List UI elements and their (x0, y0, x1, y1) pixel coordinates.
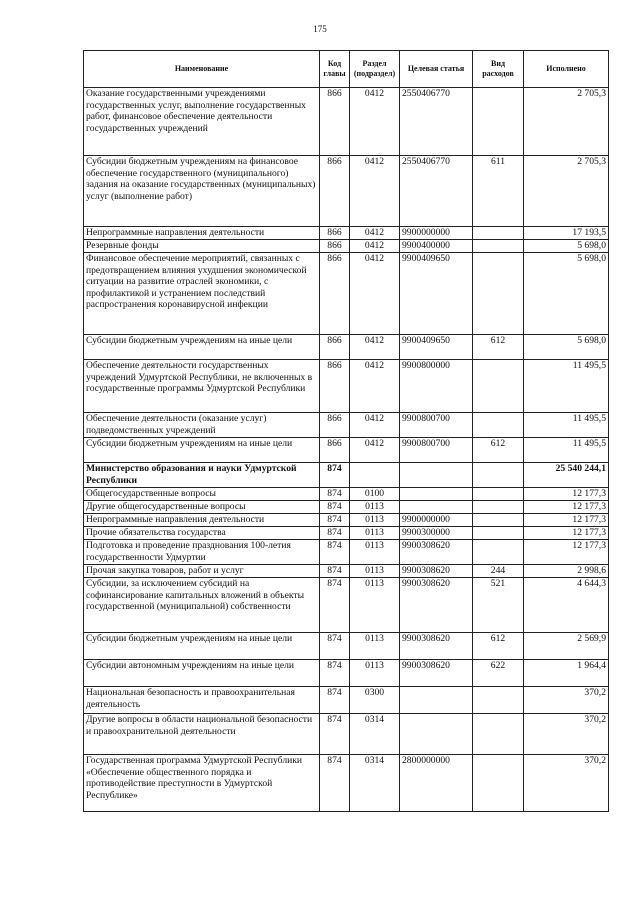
cell-code: 866 (320, 156, 350, 227)
cell-code: 866 (320, 360, 350, 413)
cell-section: 0113 (350, 578, 400, 633)
cell-executed: 12 177,3 (524, 488, 609, 501)
cell-code: 874 (320, 488, 350, 501)
cell-target: 9900800700 (400, 413, 473, 438)
cell-name: Министерство образования и науки Удмуртской Республики (84, 463, 320, 488)
table-row (84, 335, 609, 360)
cell-expense-type (473, 227, 524, 240)
table-row (84, 514, 609, 527)
cell-executed: 5 698,0 (524, 253, 609, 335)
cell-name: Обеспечение деятельности государственных учреждений Удмуртской Республики, не включенных в государственные программы Удмуртской Республики (84, 360, 320, 413)
header-target: Целевая статья (400, 51, 473, 88)
header-executed: Исполнено (524, 51, 609, 88)
table-row (84, 755, 609, 812)
table-row (84, 578, 609, 633)
cell-section: 0412 (350, 413, 400, 438)
cell-expense-type (473, 413, 524, 438)
cell-expense-type (473, 514, 524, 527)
cell-target (400, 501, 473, 514)
cell-name: Подготовка и проведение празднования 100-летия государственности Удмуртии (84, 540, 320, 565)
cell-target: 9900308620 (400, 660, 473, 687)
table-row (84, 660, 609, 687)
cell-executed: 12 177,3 (524, 527, 609, 540)
cell-code: 874 (320, 714, 350, 755)
cell-section: 0412 (350, 335, 400, 360)
table-row (84, 360, 609, 413)
cell-executed: 11 495,5 (524, 413, 609, 438)
cell-section: 0314 (350, 755, 400, 812)
cell-name: Прочие обязательства государства (84, 527, 320, 540)
cell-executed: 4 644,3 (524, 578, 609, 633)
cell-name: Другие общегосударственные вопросы (84, 501, 320, 514)
cell-expense-type: 612 (473, 335, 524, 360)
table-row (84, 240, 609, 253)
cell-expense-type: 622 (473, 660, 524, 687)
cell-name: Субсидии бюджетным учреждениям на иные цели (84, 438, 320, 463)
page-number: 175 (313, 24, 327, 34)
cell-section: 0412 (350, 253, 400, 335)
table-row (84, 413, 609, 438)
cell-section: 0113 (350, 501, 400, 514)
header-code: Код главы (320, 51, 350, 88)
cell-name: Субсидии автономным учреждениям на иные цели (84, 660, 320, 687)
table-header (84, 51, 609, 88)
cell-name: Общегосударственные вопросы (84, 488, 320, 501)
budget-execution-table (83, 50, 609, 812)
cell-name: Непрограммные направления деятельности (84, 514, 320, 527)
header-expense-type: Вид расходов (473, 51, 524, 88)
cell-name: Финансовое обеспечение мероприятий, связанных с предотвращением влияния ухудшения экономической ситуации на развитие отраслей экономики, с профилактикой и устранением последствий распространения коронавирусной инфекции (84, 253, 320, 335)
cell-target (400, 687, 473, 714)
cell-executed: 370,2 (524, 687, 609, 714)
table-row (84, 253, 609, 335)
cell-code: 874 (320, 633, 350, 660)
table-row (84, 501, 609, 514)
cell-code: 866 (320, 227, 350, 240)
cell-executed: 2 705,3 (524, 88, 609, 156)
table-row (84, 488, 609, 501)
cell-target: 9900308620 (400, 540, 473, 565)
cell-executed: 25 540 244,1 (524, 463, 609, 488)
table-row (84, 714, 609, 755)
cell-executed: 5 698,0 (524, 240, 609, 253)
cell-name: Субсидии бюджетным учреждениям на иные цели (84, 633, 320, 660)
cell-name: Субсидии, за исключением субсидий на софинансирование капитальных вложений в объекты государственной (муниципальной) собственности (84, 578, 320, 633)
cell-name: Оказание государственными учреждениями государственных услуг, выполнение государственных работ, финансовое обеспечение деятельности государственных учреждений (84, 88, 320, 156)
header-name: Наименование (84, 51, 320, 88)
cell-section: 0412 (350, 360, 400, 413)
cell-name: Национальная безопасность и правоохранительная деятельность (84, 687, 320, 714)
table-row (84, 633, 609, 660)
cell-executed: 1 964,4 (524, 660, 609, 687)
cell-section: 0314 (350, 714, 400, 755)
cell-executed: 370,2 (524, 714, 609, 755)
cell-name: Непрограммные направления деятельности (84, 227, 320, 240)
cell-code: 866 (320, 88, 350, 156)
header-section: Раздел (подраздел) (350, 51, 400, 88)
cell-code: 866 (320, 253, 350, 335)
cell-target: 2550406770 (400, 88, 473, 156)
table-row (84, 227, 609, 240)
cell-expense-type: 612 (473, 438, 524, 463)
cell-section: 0113 (350, 527, 400, 540)
cell-target: 9900308620 (400, 633, 473, 660)
cell-executed: 11 495,5 (524, 360, 609, 413)
table-row (84, 438, 609, 463)
cell-target (400, 714, 473, 755)
cell-section: 0412 (350, 240, 400, 253)
cell-executed: 5 698,0 (524, 335, 609, 360)
cell-expense-type: 521 (473, 578, 524, 633)
cell-code: 874 (320, 755, 350, 812)
cell-section: 0412 (350, 438, 400, 463)
cell-expense-type (473, 527, 524, 540)
cell-code: 866 (320, 335, 350, 360)
table-row (84, 687, 609, 714)
cell-code: 866 (320, 438, 350, 463)
cell-expense-type (473, 714, 524, 755)
cell-expense-type (473, 687, 524, 714)
cell-name: Резервные фонды (84, 240, 320, 253)
table-row (84, 88, 609, 156)
cell-target: 9900409650 (400, 335, 473, 360)
cell-expense-type (473, 540, 524, 565)
cell-target: 9900400000 (400, 240, 473, 253)
cell-code: 874 (320, 463, 350, 488)
cell-expense-type: 611 (473, 156, 524, 227)
cell-section: 0113 (350, 565, 400, 578)
cell-section: 0113 (350, 514, 400, 527)
cell-section: 0113 (350, 540, 400, 565)
cell-section: 0412 (350, 156, 400, 227)
cell-section: 0412 (350, 88, 400, 156)
cell-executed: 12 177,3 (524, 514, 609, 527)
cell-expense-type (473, 88, 524, 156)
cell-expense-type: 244 (473, 565, 524, 578)
cell-name: Субсидии бюджетным учреждениям на финансовое обеспечение государственного (муниципального) задания на оказание государственных (муниципальных) услуг (выполнение работ) (84, 156, 320, 227)
cell-code: 866 (320, 240, 350, 253)
cell-target: 9900300000 (400, 527, 473, 540)
cell-target (400, 488, 473, 501)
cell-name: Другие вопросы в области национальной безопасности и правоохранительной деятельности (84, 714, 320, 755)
table-row (84, 540, 609, 565)
cell-expense-type (473, 240, 524, 253)
cell-executed: 17 193,5 (524, 227, 609, 240)
table-row (84, 156, 609, 227)
cell-target: 9900800700 (400, 438, 473, 463)
cell-target: 9900000000 (400, 514, 473, 527)
table-row (84, 527, 609, 540)
cell-section: 0100 (350, 488, 400, 501)
cell-target (400, 463, 473, 488)
cell-expense-type (473, 501, 524, 514)
cell-name: Прочая закупка товаров, работ и услуг (84, 565, 320, 578)
cell-code: 874 (320, 578, 350, 633)
cell-target: 9900800000 (400, 360, 473, 413)
cell-target: 9900000000 (400, 227, 473, 240)
cell-section (350, 463, 400, 488)
cell-executed: 2 998,6 (524, 565, 609, 578)
table-row (84, 463, 609, 488)
cell-expense-type (473, 253, 524, 335)
cell-name: Субсидии бюджетным учреждениям на иные цели (84, 335, 320, 360)
cell-code: 874 (320, 565, 350, 578)
cell-section: 0300 (350, 687, 400, 714)
cell-expense-type (473, 360, 524, 413)
cell-section: 0412 (350, 227, 400, 240)
cell-target: 2550406770 (400, 156, 473, 227)
cell-executed: 2 705,3 (524, 156, 609, 227)
cell-expense-type (473, 755, 524, 812)
table-row (84, 565, 609, 578)
cell-code: 866 (320, 413, 350, 438)
cell-executed: 12 177,3 (524, 501, 609, 514)
cell-code: 874 (320, 687, 350, 714)
cell-code: 874 (320, 660, 350, 687)
cell-target: 9900308620 (400, 565, 473, 578)
cell-target: 2800000000 (400, 755, 473, 812)
cell-code: 874 (320, 514, 350, 527)
cell-expense-type (473, 463, 524, 488)
cell-code: 874 (320, 501, 350, 514)
cell-target: 9900308620 (400, 578, 473, 633)
cell-code: 874 (320, 527, 350, 540)
cell-executed: 11 495,5 (524, 438, 609, 463)
cell-executed: 12 177,3 (524, 540, 609, 565)
cell-executed: 370,2 (524, 755, 609, 812)
cell-target: 9900409650 (400, 253, 473, 335)
cell-expense-type: 612 (473, 633, 524, 660)
cell-name: Обеспечение деятельности (оказание услуг) подведомственных учреждений (84, 413, 320, 438)
cell-executed: 2 569,9 (524, 633, 609, 660)
cell-code: 874 (320, 540, 350, 565)
table-body (84, 88, 609, 812)
cell-section: 0113 (350, 633, 400, 660)
cell-name: Государственная программа Удмуртской Республики «Обеспечение общественного порядка и противодействие преступности в Удмуртской Республике» (84, 755, 320, 812)
cell-section: 0113 (350, 660, 400, 687)
cell-expense-type (473, 488, 524, 501)
